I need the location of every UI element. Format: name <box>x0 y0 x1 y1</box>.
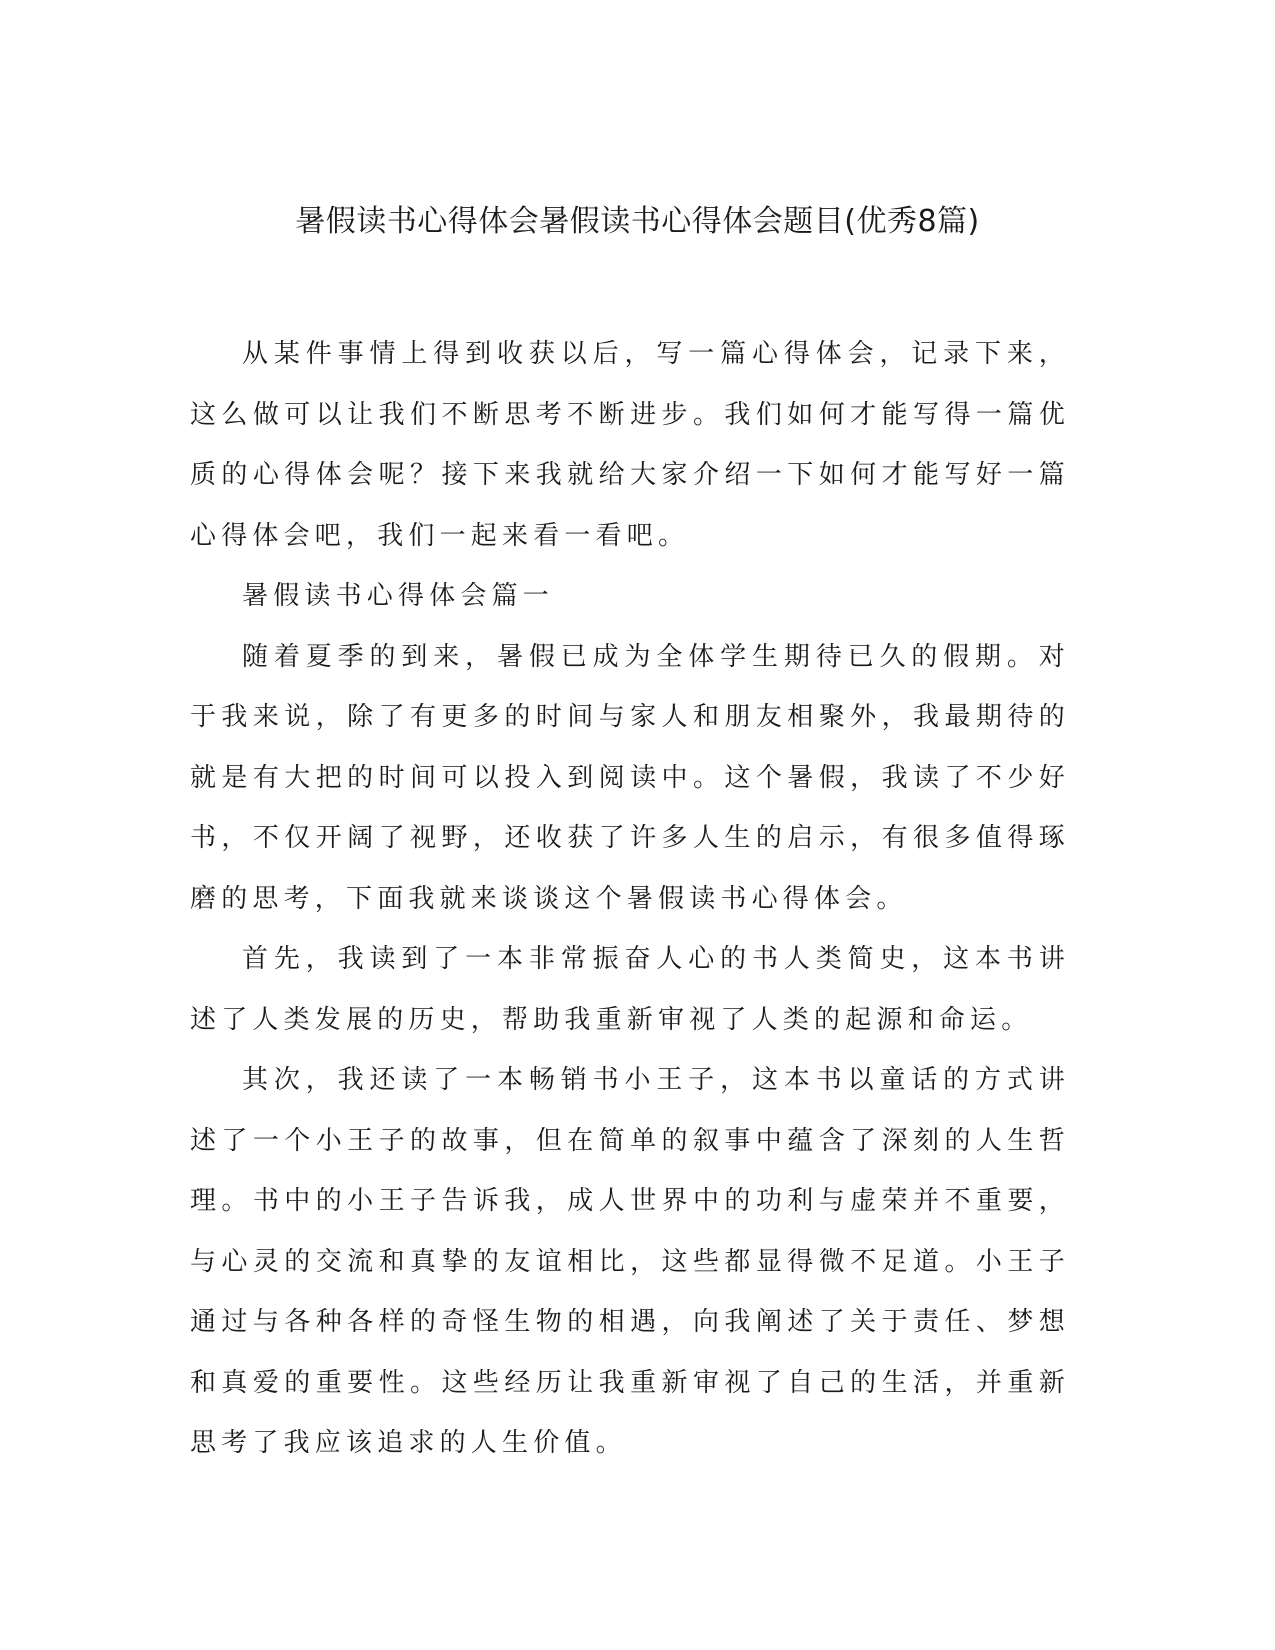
body-paragraph: 随着夏季的到来，暑假已成为全体学生期待已久的假期。对于我来说，除了有更多的时间与家人和朋友相聚外，我最期待的就是有大把的时间可以投入到阅读中。这个暑假，我读了不少好书，不仅开阔了视野，还收获了许多人生的启示，有很多值得琢磨的思考，下面我就来谈谈这个暑假读书心得体会。 <box>190 641 1070 914</box>
section-heading: 暑假读书心得体会篇一 <box>242 581 555 611</box>
intro-paragraph: 从某件事情上得到收获以后，写一篇心得体会，记录下来，这么做可以让我们不断思考不断进步。我们如何才能写得一篇优质的心得体会呢？接下来我就给大家介绍一下如何才能写好一篇心得体会吧，我们一起来看一看吧。 <box>190 339 1070 551</box>
body-paragraph: 其次，我还读了一本畅销书小王子，这本书以童话的方式讲述了一个小王子的故事，但在简单的叙事中蕴含了深刻的人生哲理。书中的小王子告诉我，成人世界中的功利与虚荣并不重要，与心灵的交流和真挚的友谊相比，这些都显得微不足道。小王子通过与各种各样的奇怪生物的相遇，向我阐述了关于责任、梦想和真爱的重要性。这些经历让我重新审视了自己的生活，并重新思考了我应该追求的人生价值。 <box>190 1065 1070 1458</box>
body-paragraph: 首先，我读到了一本非常振奋人心的书人类简史，这本书讲述了人类发展的历史，帮助我重新审视了人类的起源和命运。 <box>190 944 1070 1035</box>
document-title: 暑假读书心得体会暑假读书心得体会题目(优秀8篇) <box>295 204 980 239</box>
document-body <box>190 324 1070 1474</box>
